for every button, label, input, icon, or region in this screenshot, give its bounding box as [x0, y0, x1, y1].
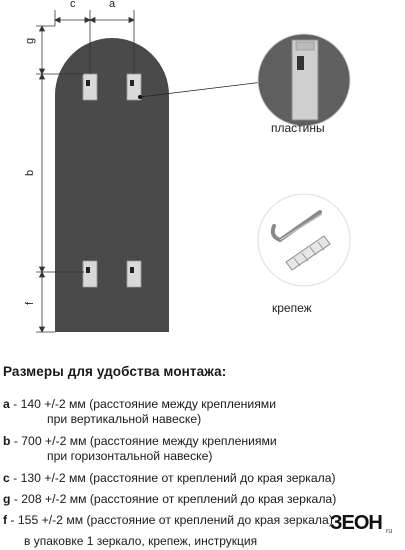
- spec-text: - 130 +/-2 мм (расстояние от креплений до края зеркала): [9, 470, 336, 485]
- callout-label-fasteners: крепеж: [272, 301, 312, 315]
- spec-key: b: [3, 433, 11, 448]
- spec-item-c: [3, 471, 403, 486]
- dim-label-f: f: [24, 301, 36, 305]
- spec-text: - 140 +/-2 мм (расстояние между креплениями: [9, 397, 276, 411]
- plate-bottom-left: [83, 261, 97, 287]
- spec-key: c: [3, 470, 10, 485]
- mirror-shape: [55, 38, 169, 332]
- plate-top-left: [83, 74, 97, 100]
- dim-label-b: b: [24, 169, 36, 176]
- spec-continuation: при вертикальной навеске): [47, 412, 202, 427]
- spec-item-a: [3, 397, 403, 428]
- dim-label-g: g: [24, 37, 36, 44]
- fasteners-image: [258, 194, 350, 286]
- brand-logo-sub: ru: [386, 528, 393, 535]
- spec-key: g: [3, 492, 11, 507]
- package-contents: в упаковке 1 зеркало, крепеж, инструкция: [24, 534, 258, 548]
- callout-label-plates: пластины: [271, 121, 325, 135]
- spec-continuation: при горизонтальной навеске): [47, 449, 213, 464]
- spec-item-b: [3, 434, 403, 465]
- plate-detail-image: [258, 34, 350, 126]
- plate-bottom-right: [127, 261, 141, 287]
- dim-label-a: a: [109, 0, 116, 10]
- brand-logo: ЗЕОН: [330, 512, 382, 534]
- spec-key: a: [3, 397, 10, 411]
- section-heading: Размеры для удобства монтажа:: [3, 364, 227, 379]
- spec-text: - 700 +/-2 мм (расстояние между креплениями: [10, 433, 277, 448]
- spec-text: - 208 +/-2 мм (расстояние от креплений до края зеркала): [10, 492, 337, 507]
- spec-text: - 155 +/-2 мм (расстояние от креплений до края зеркала): [7, 513, 333, 528]
- spec-key: f: [3, 513, 8, 528]
- spec-item-g: [3, 492, 403, 507]
- dim-label-c: c: [70, 0, 76, 10]
